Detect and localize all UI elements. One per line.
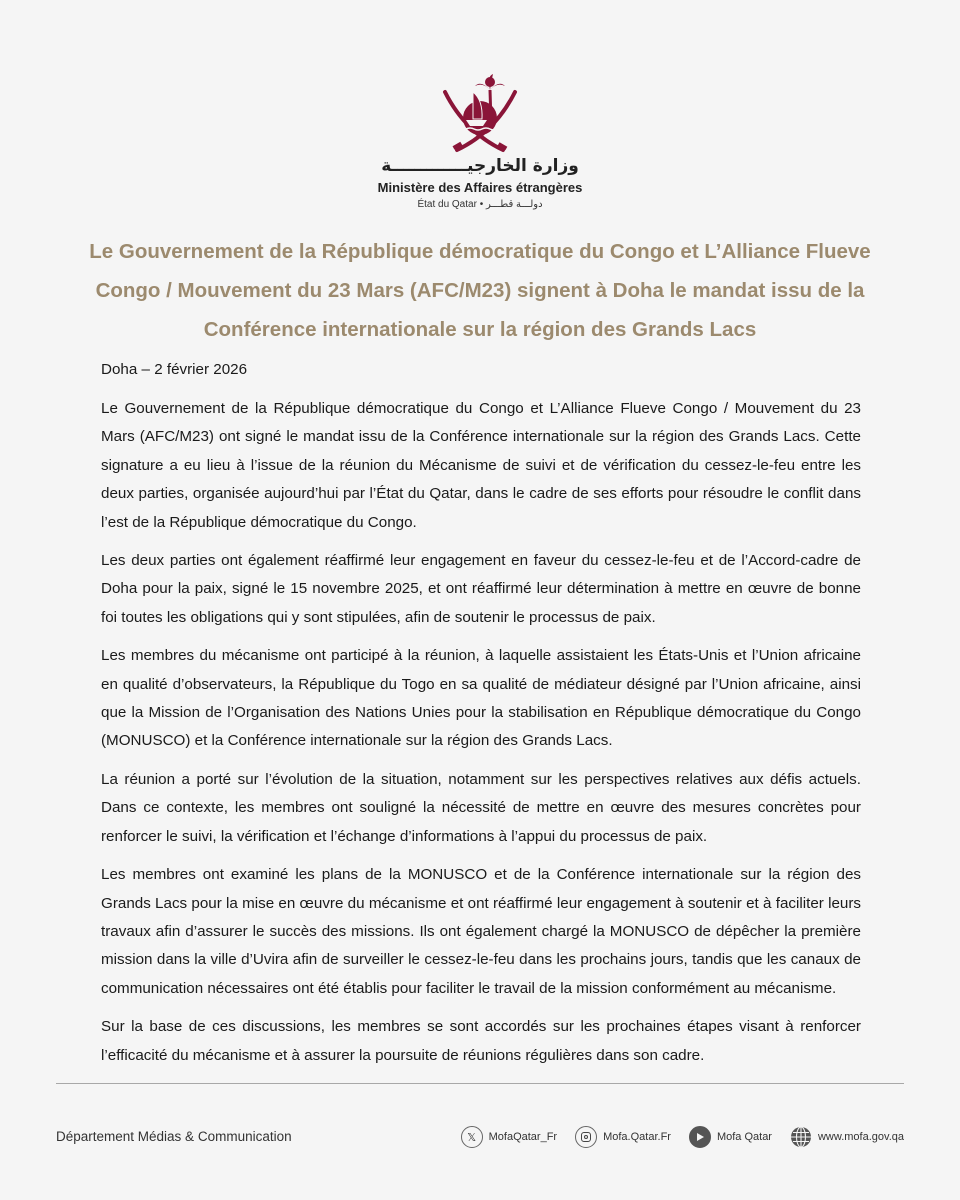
ministry-french-name: Ministère des Affaires étrangères	[377, 180, 583, 195]
body-paragraph: Sur la base de ces discussions, les membres se sont accordés sur les prochaines étapes visant à renforcer l’efficacité du mécanisme et à assurer la poursuite de réunions régulières dans son cadre.	[101, 1018, 861, 1064]
dateline: Doha – 2 février 2026	[101, 361, 248, 378]
social-links	[461, 1126, 904, 1148]
ministry-header	[0, 70, 960, 210]
website-link[interactable]	[790, 1126, 904, 1148]
footer-divider	[56, 1083, 904, 1084]
state-name: État du Qatar • دولـــة قطـــر	[417, 199, 543, 210]
body-paragraph: La réunion a porté sur l’évolution de la situation, notamment sur les perspectives relatives aux défis actuels. Dans ce contexte, les membres ont souligné la nécessité de mettre en œuvre des mesures concrètes pour renforcer le suivi, la vérification et l’échange d’informations à l’appui du processus de paix.	[101, 770, 861, 845]
website-url: www.mofa.gov.qa	[817, 1131, 904, 1143]
qatar-emblem-icon	[435, 70, 525, 154]
x-icon: 𝕏	[461, 1126, 483, 1148]
instagram-icon	[575, 1126, 597, 1148]
x-handle: MofaQatar_Fr	[488, 1131, 558, 1143]
youtube-icon	[689, 1126, 711, 1148]
instagram-link[interactable]	[575, 1126, 671, 1148]
body-paragraph: Les deux parties ont également réaffirmé leur engagement en faveur du cessez-le-feu et de l’Accord-cadre de Doha pour la paix, signé le 15 novembre 2025, et ont réaffirmé leur détermination à mettre en œuvre de bonne foi toutes les obligations qui y sont stipulées, afin de soutenir le processus de paix.	[101, 552, 861, 626]
body-paragraph: Les membres ont examiné les plans de la MONUSCO et de la Conférence internationale sur la région des Grands Lacs pour la mise en œuvre du mécanisme et ont réaffirmé leur engagement à soutenir et à faciliter leurs travaux afin d’assurer le succès des missions. Ils ont également chargé la MONUSCO de dépêcher la première mission dans la ville d’Uvira afin de surveiller le cessez-le-feu dans les prochains jours, tandis que les canaux de communication nécessaires ont été établis pour faciliter le travail de la mission conformément au mécanisme.	[101, 866, 861, 997]
globe-icon	[790, 1126, 812, 1148]
footer-department: Département Médias & Communication	[56, 1129, 292, 1144]
body-paragraph: Le Gouvernement de la République démocratique du Congo et L’Alliance Flueve Congo / Mouvement du 23 Mars (AFC/M23) ont signé le mandat issu de la Conférence internationale sur la région des Grands Lacs. Cette signature a eu lieu à l’issue de la réunion du Mécanisme de suivi et de vérification du cessez-le-feu entre les deux parties, organisée aujourd’hui par l’État du Qatar, dans le cadre de ses efforts pour résoudre le conflit dans l’est de la République démocratique du Congo.	[101, 400, 861, 531]
instagram-handle: Mofa.Qatar.Fr	[603, 1131, 671, 1143]
youtube-handle: Mofa Qatar	[716, 1131, 772, 1143]
ministry-arabic-name: وزارة الخارجيـــــــــــــة	[381, 156, 579, 176]
body-paragraph: Les membres du mécanisme ont participé à la réunion, à laquelle assistaient les États-Unis et l’Union africaine en qualité d’observateurs, la République du Togo en sa qualité de médiateur désigné par l’Union africaine, ainsi que la Mission de l’Organisation des Nations Unies pour la stabilisation en République démocratique du Congo (MONUSCO) et la Conférence internationale sur la région des Grands Lacs.	[101, 647, 861, 750]
x-link[interactable]	[461, 1126, 557, 1148]
press-release-title: Le Gouvernement de la République démocratique du Congo et L’Alliance Flueve Congo / Mouvement du 23 Mars (AFC/M23) signent à Doha le mandat issu de la Conférence internationale sur la région des Grands Lacs	[89, 240, 871, 341]
youtube-link[interactable]	[689, 1126, 772, 1148]
press-release-body	[101, 356, 861, 1080]
